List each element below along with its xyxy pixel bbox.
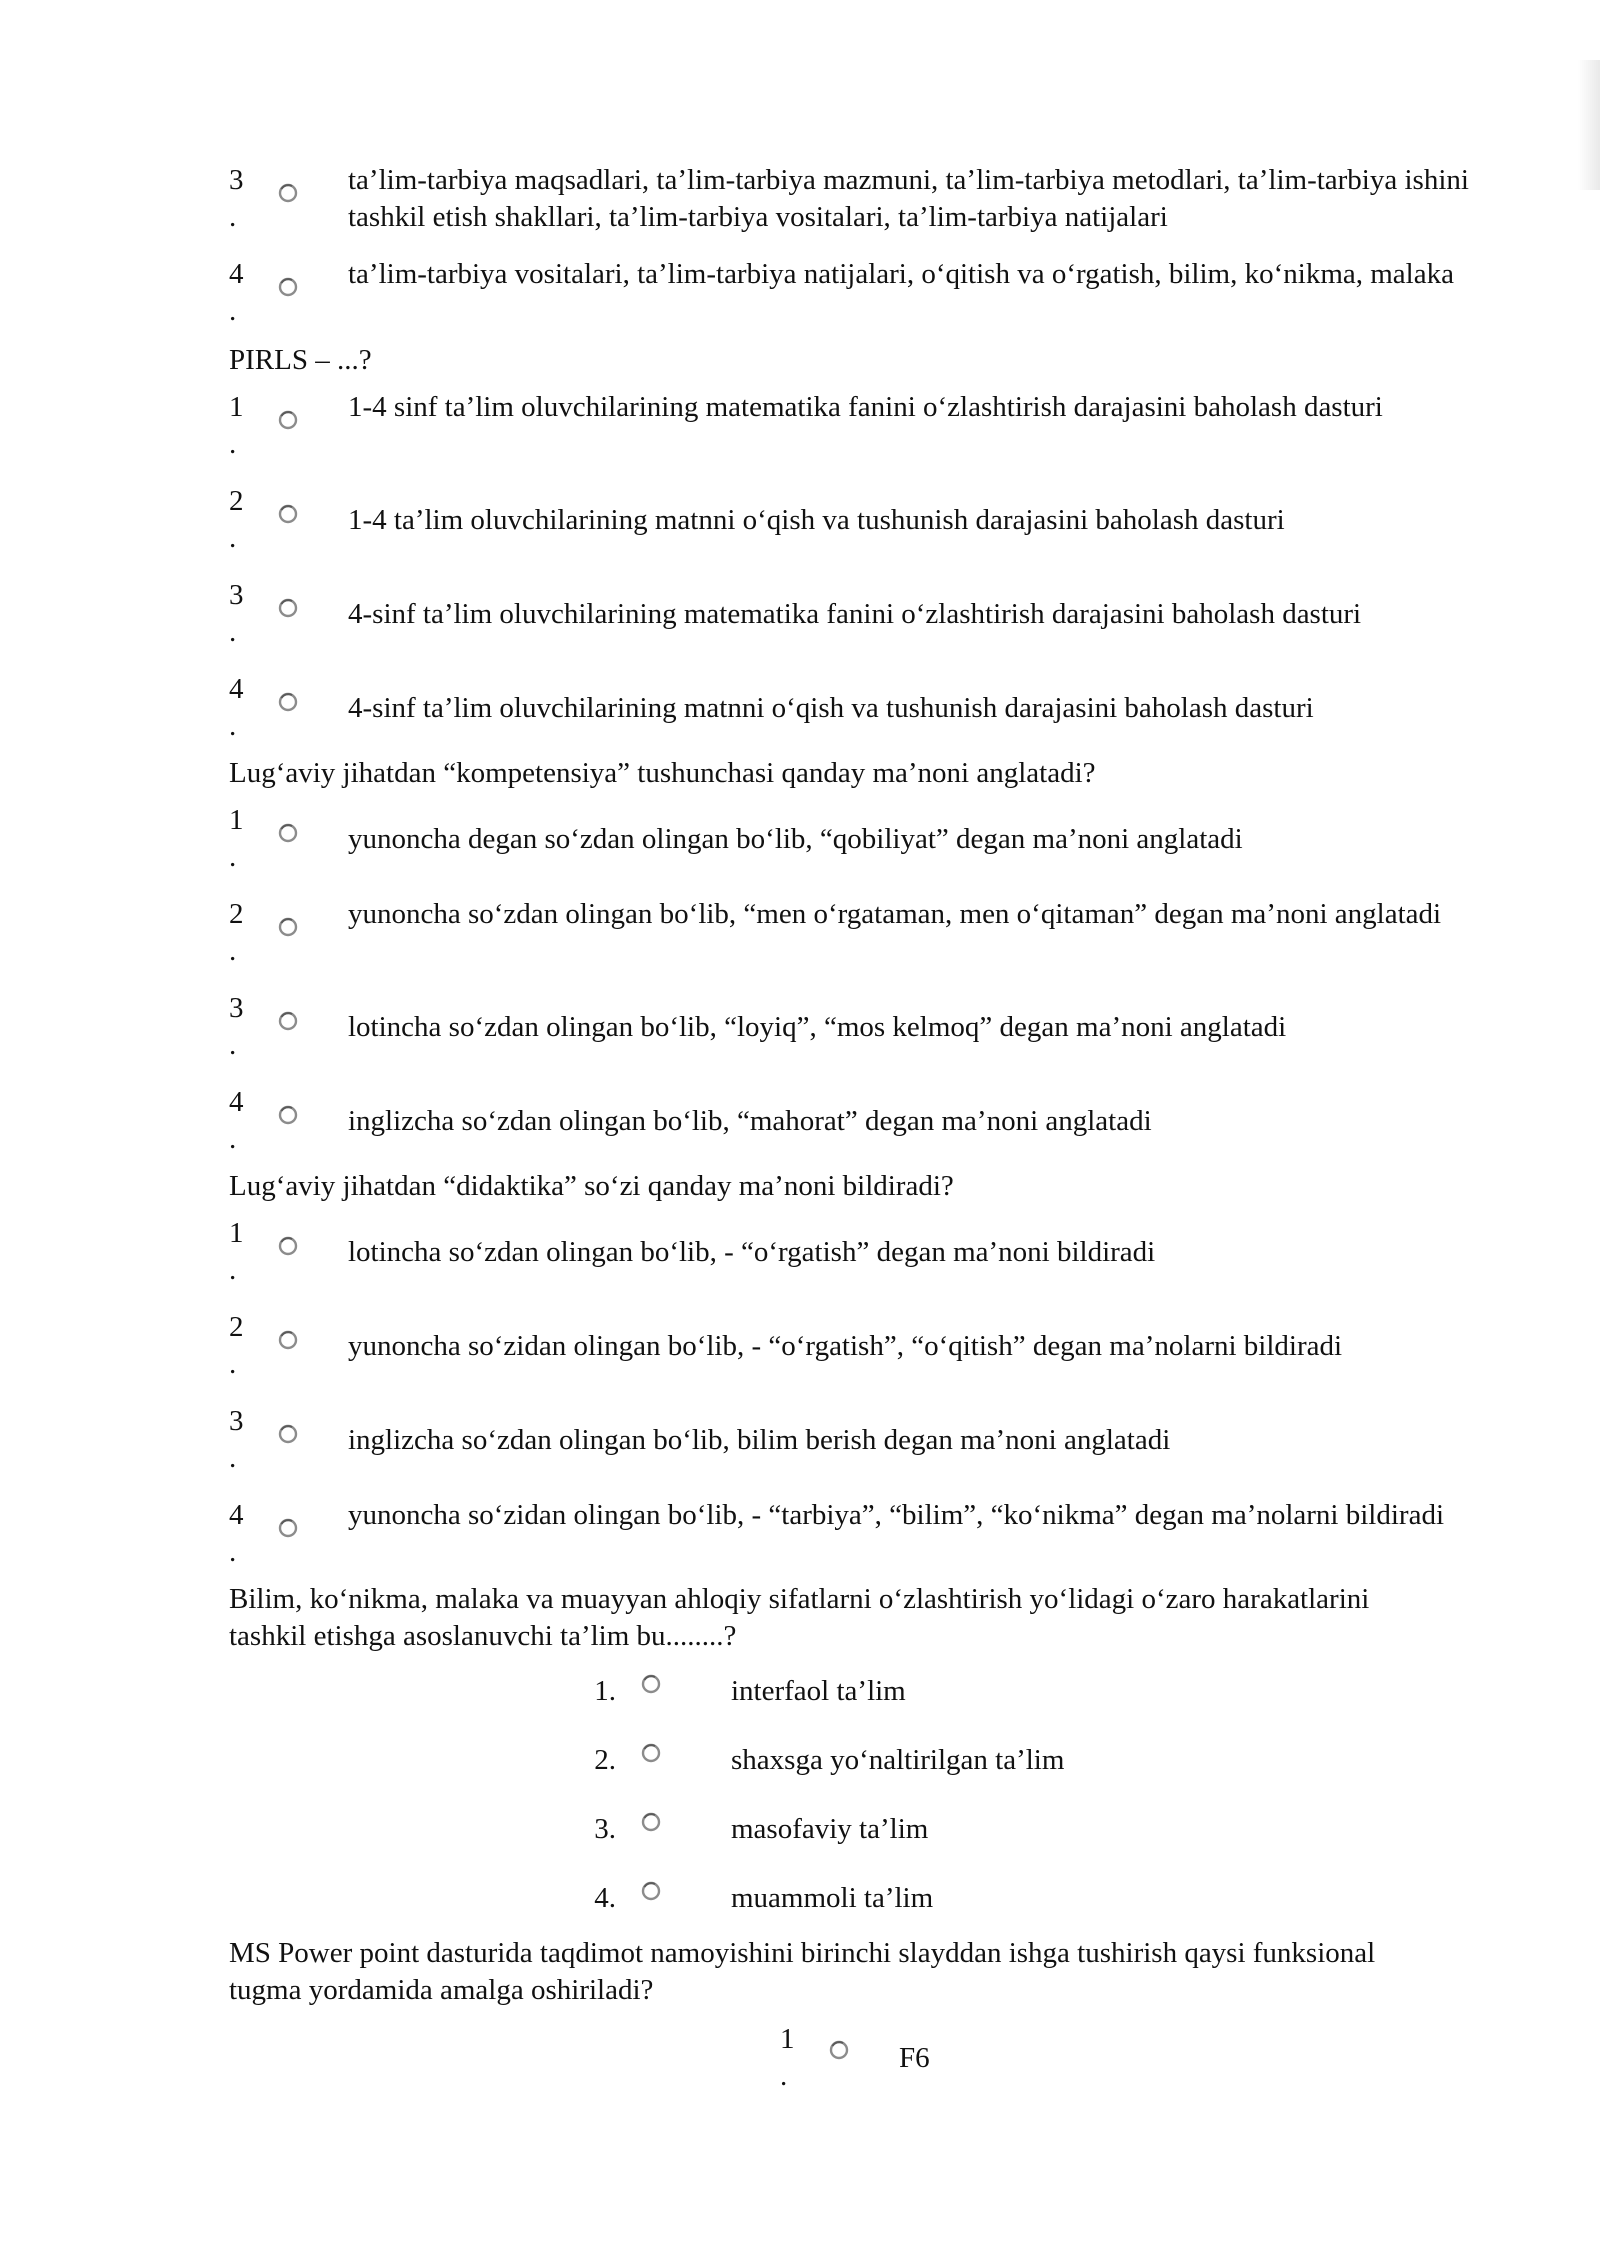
- option-text: masofaviy ta’lim: [731, 1813, 929, 1845]
- option-text: 4-sinf ta’lim oluvchilarining matnni o‘qish va tushunish darajasini baholash dasturi: [348, 692, 1314, 724]
- radio-button[interactable]: [277, 276, 299, 298]
- question-text: MS Power point dasturida taqdimot namoyishini birinchi slayddan ishga tushirish qaysi funksional tugma yordamida amalga oshiriladi?: [229, 1937, 1376, 2006]
- radio-button[interactable]: [640, 1880, 662, 1902]
- radio-button[interactable]: [277, 1517, 299, 1539]
- option-q3-4: [229, 1497, 1479, 1571]
- radio-button[interactable]: [277, 1329, 299, 1351]
- option-q3-1: [229, 1215, 1479, 1289]
- option-number: 3 .: [229, 992, 244, 1061]
- option-number: 2.: [594, 1744, 616, 1776]
- option-number: 4 .: [229, 673, 244, 742]
- option-number: 3 .: [229, 164, 244, 233]
- radio-button[interactable]: [277, 691, 299, 713]
- option-q2-3: [229, 990, 1479, 1064]
- radio-button[interactable]: [277, 916, 299, 938]
- radio-button[interactable]: [828, 2039, 850, 2061]
- option-text: yunoncha so‘zidan olingan bo‘lib, - “tarbiya”, “bilim”, “ko‘nikma” degan ma’nolarni bildiradi: [348, 1499, 1444, 1531]
- option-q2-1: [229, 802, 1479, 876]
- radio-button[interactable]: [277, 1104, 299, 1126]
- option-number: 1 .: [780, 2023, 795, 2092]
- option-q1-2: [229, 483, 1479, 557]
- radio-button[interactable]: [640, 1742, 662, 1764]
- option-number: 4 .: [229, 1086, 244, 1155]
- option-number: 1 .: [229, 391, 244, 460]
- radio-button[interactable]: [277, 1010, 299, 1032]
- question-text: Lug‘aviy jihatdan “didaktika” so‘zi qanday ma’noni bildiradi?: [229, 1170, 954, 1202]
- option-q1-4: [229, 671, 1479, 745]
- option-number: 4 .: [229, 258, 244, 327]
- option-text: yunoncha degan so‘zdan olingan bo‘lib, “qobiliyat” degan ma’noni anglatadi: [348, 823, 1243, 855]
- page-edge-shadow: [1578, 60, 1600, 190]
- radio-button[interactable]: [277, 822, 299, 844]
- question-text: Bilim, ko‘nikma, malaka va muayyan ahloqiy sifatlarni o‘zlashtirish yo‘lidagi o‘zaro harakatlarini tashkil etishga asoslanuvchi ta’lim bu........?: [229, 1583, 1370, 1652]
- question-text: PIRLS – ...?: [229, 344, 372, 376]
- option-q1-1: [229, 389, 1479, 463]
- option-text: inglizcha so‘zdan olingan bo‘lib, bilim berish degan ma’noni anglatadi: [348, 1424, 1171, 1456]
- radio-button[interactable]: [277, 1235, 299, 1257]
- radio-button[interactable]: [277, 503, 299, 525]
- option-q4-3: [584, 1811, 1384, 1851]
- option-number: 1.: [594, 1675, 616, 1707]
- option-text: lotincha so‘zdan olingan bo‘lib, - “o‘rgatish” degan ma’noni bildiradi: [348, 1236, 1156, 1268]
- option-q3-2: [229, 1309, 1479, 1383]
- option-text: lotincha so‘zdan olingan bo‘lib, “loyiq”, “mos kelmoq” degan ma’noni anglatadi: [348, 1011, 1287, 1043]
- option-text: ta’lim-tarbiya vositalari, ta’lim-tarbiya natijalari, o‘qitish va o‘rgatish, bilim, ko‘nikma, malaka: [348, 258, 1454, 290]
- radio-button[interactable]: [277, 1423, 299, 1445]
- radio-button[interactable]: [277, 182, 299, 204]
- option-q2-4: [229, 1084, 1479, 1158]
- option-number: 4 .: [229, 1499, 244, 1568]
- option-text: yunoncha so‘zdan olingan bo‘lib, “men o‘rgataman, men o‘qitaman” degan ma’noni anglatadi: [348, 898, 1442, 930]
- option-number: 1 .: [229, 804, 244, 873]
- radio-button[interactable]: [277, 597, 299, 619]
- option-q4-4: [584, 1880, 1384, 1920]
- option-number: 3 .: [229, 579, 244, 648]
- option-text: interfaol ta’lim: [731, 1675, 906, 1707]
- option-text: ta’lim-tarbiya maqsadlari, ta’lim-tarbiya mazmuni, ta’lim-tarbiya metodlari, ta’lim-tarbiya ishini tashkil etish shakllari, ta’lim-tarbiya vositalari, ta’lim-tarbiya natijalari: [348, 164, 1469, 233]
- option-q3-3: [229, 1403, 1479, 1477]
- option-text: F6: [899, 2042, 930, 2074]
- option-q0-3: [229, 162, 1479, 236]
- option-number: 3 .: [229, 1405, 244, 1474]
- option-number: 2 .: [229, 1311, 244, 1380]
- option-number: 2 .: [229, 898, 244, 967]
- option-q2-2: [229, 896, 1479, 970]
- option-number: 3.: [594, 1813, 616, 1845]
- option-text: shaxsga yo‘naltirilgan ta’lim: [731, 1744, 1065, 1776]
- option-text: 1-4 sinf ta’lim oluvchilarining matematika fanini o‘zlashtirish darajasini baholash dasturi: [348, 391, 1383, 423]
- radio-button[interactable]: [277, 409, 299, 431]
- option-text: inglizcha so‘zdan olingan bo‘lib, “mahorat” degan ma’noni anglatadi: [348, 1105, 1152, 1137]
- option-q0-4: [229, 256, 1479, 330]
- radio-button[interactable]: [640, 1811, 662, 1833]
- option-q1-3: [229, 577, 1479, 651]
- option-q4-2: [584, 1742, 1384, 1782]
- option-number: 1 .: [229, 1217, 244, 1286]
- option-text: 4-sinf ta’lim oluvchilarining matematika fanini o‘zlashtirish darajasini baholash dasturi: [348, 598, 1362, 630]
- option-text: muammoli ta’lim: [731, 1882, 934, 1914]
- option-number: 2 .: [229, 485, 244, 554]
- option-q4-1: [584, 1673, 1384, 1713]
- radio-button[interactable]: [640, 1673, 662, 1695]
- option-number: 4.: [594, 1882, 616, 1914]
- option-text: 1-4 ta’lim oluvchilarining matnni o‘qish va tushunish darajasini baholash dasturi: [348, 504, 1285, 536]
- question-text: Lug‘aviy jihatdan “kompetensiya” tushunchasi qanday ma’noni anglatadi?: [229, 757, 1096, 789]
- option-q5-1: [780, 2021, 1080, 2095]
- option-text: yunoncha so‘zidan olingan bo‘lib, - “o‘rgatish”, “o‘qitish” degan ma’nolarni bildiradi: [348, 1330, 1343, 1362]
